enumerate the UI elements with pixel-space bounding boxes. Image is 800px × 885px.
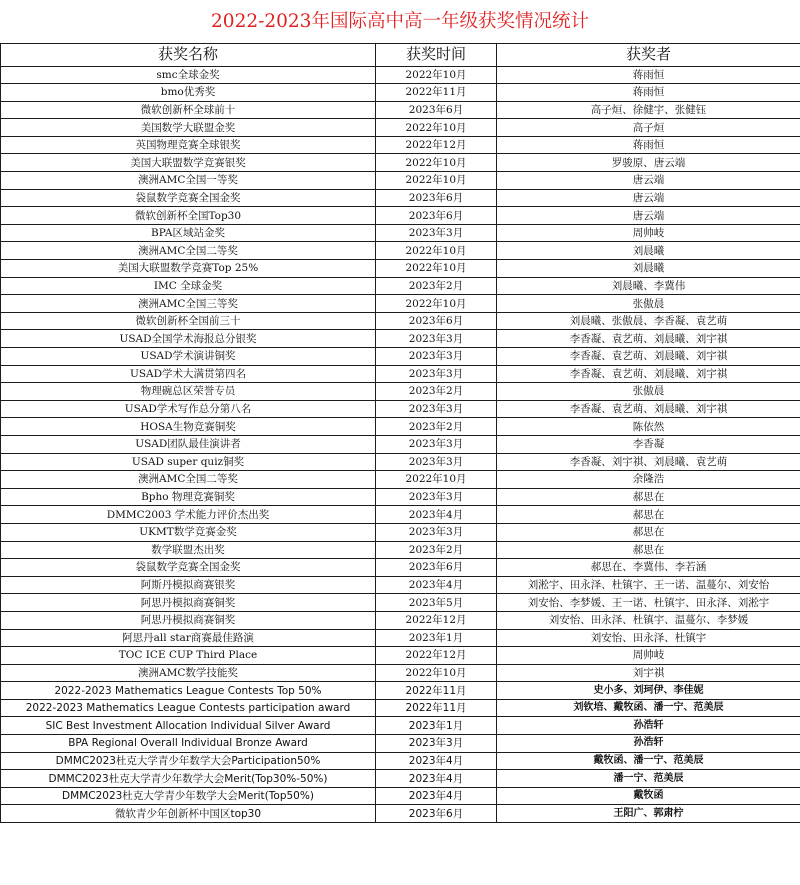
award-time-cell: 2023年6月 [376, 805, 497, 823]
table-row [1, 242, 800, 260]
award-name-cell: SIC Best Investment Allocation Individual Silver Award [1, 717, 376, 735]
table-row [1, 541, 800, 559]
award-time-cell: 2023年4月 [376, 770, 497, 788]
winner-cell: 刘安怡、田永泽、杜镇宇、温蔓尔、李梦媛 [497, 611, 800, 629]
award-name-cell: Bpho 物理竞赛铜奖 [1, 488, 376, 506]
table-row [1, 295, 800, 313]
award-time-cell: 2023年1月 [376, 629, 497, 647]
award-time-cell: 2023年3月 [376, 365, 497, 383]
award-time-cell: 2023年3月 [376, 523, 497, 541]
award-time-cell: 2023年3月 [376, 453, 497, 471]
header-time: 获奖时间 [376, 44, 497, 67]
table-row [1, 559, 800, 577]
award-time-cell: 2022年10月 [376, 119, 497, 137]
table-row [1, 435, 800, 453]
award-name-cell: 物理碗总区荣誉专员 [1, 383, 376, 401]
award-time-cell: 2023年6月 [376, 312, 497, 330]
award-name-cell: 澳洲AMC全国二等奖 [1, 471, 376, 489]
table-row [1, 348, 800, 366]
award-name-cell: 袋鼠数学竞赛全国金奖 [1, 559, 376, 577]
winner-cell: 张傲晨 [497, 383, 800, 401]
award-name-cell: USAD学术写作总分第八名 [1, 400, 376, 418]
award-name-cell: HOSA生物竞赛铜奖 [1, 418, 376, 436]
award-time-cell: 2022年12月 [376, 611, 497, 629]
winner-cell: 刘安怡、田永泽、杜镇宇 [497, 629, 800, 647]
award-time-cell: 2023年4月 [376, 506, 497, 524]
table-row [1, 119, 800, 137]
award-name-cell: 阿思丹模拟商赛铜奖 [1, 611, 376, 629]
page-title: 2022-2023年国际高中高一年级获奖情况统计 [211, 11, 589, 32]
table-row [1, 629, 800, 647]
award-time-cell: 2022年10月 [376, 242, 497, 260]
winner-cell: 郝思在 [497, 523, 800, 541]
award-time-cell: 2023年2月 [376, 277, 497, 295]
winner-cell: 周帅岐 [497, 224, 800, 242]
awards-table [0, 43, 800, 823]
award-name-cell: 2022-2023 Mathematics League Contests Top 50% [1, 682, 376, 700]
award-time-cell: 2023年4月 [376, 576, 497, 594]
award-time-cell: 2023年4月 [376, 787, 497, 805]
winner-cell: 史小多、刘珂伊、李佳妮 [497, 682, 800, 700]
award-time-cell: 2023年4月 [376, 752, 497, 770]
winner-cell: 戴牧函 [497, 787, 800, 805]
table-row [1, 207, 800, 225]
table-row [1, 611, 800, 629]
table-row [1, 752, 800, 770]
winner-cell: 刘宇祺 [497, 664, 800, 682]
table-row [1, 471, 800, 489]
header-award: 获奖名称 [1, 44, 376, 67]
table-row [1, 735, 800, 753]
winner-cell: 唐云端 [497, 207, 800, 225]
table-row [1, 84, 800, 102]
table-row [1, 576, 800, 594]
award-name-cell: smc全球金奖 [1, 66, 376, 84]
award-time-cell: 2023年3月 [376, 735, 497, 753]
award-name-cell: 数学联盟杰出奖 [1, 541, 376, 559]
table-row [1, 488, 800, 506]
award-time-cell: 2023年3月 [376, 330, 497, 348]
award-name-cell: USAD super quiz铜奖 [1, 453, 376, 471]
award-name-cell: 美国数学大联盟金奖 [1, 119, 376, 137]
winner-cell: 戴牧函、潘一宁、范美辰 [497, 752, 800, 770]
table-row [1, 805, 800, 823]
award-name-cell: DMMC2023杜克大学青少年数学大会Merit(Top30%-50%) [1, 770, 376, 788]
winner-cell: 张傲晨 [497, 295, 800, 313]
award-time-cell: 2022年10月 [376, 471, 497, 489]
award-name-cell: BPA Regional Overall Individual Bronze Award [1, 735, 376, 753]
table-row [1, 506, 800, 524]
award-name-cell: USAD全国学术海报总分银奖 [1, 330, 376, 348]
winner-cell: 郝思在、李冀伟、李若涵 [497, 559, 800, 577]
table-row [1, 400, 800, 418]
winner-cell: 李香凝、袁艺萌、刘晨曦、刘宇祺 [497, 400, 800, 418]
winner-cell: 蒋雨恒 [497, 136, 800, 154]
winner-cell: 王阳广、郭肃柠 [497, 805, 800, 823]
award-time-cell: 2022年11月 [376, 699, 497, 717]
award-name-cell: DMMC2023杜克大学青少年数学大会Merit(Top50%) [1, 787, 376, 805]
winner-cell: 罗骏原、唐云端 [497, 154, 800, 172]
award-name-cell: USAD团队最佳演讲者 [1, 435, 376, 453]
table-row [1, 277, 800, 295]
winner-cell: 刘晨曦、李冀伟 [497, 277, 800, 295]
winner-cell: 李香凝 [497, 435, 800, 453]
winner-cell: 刘晨曦 [497, 260, 800, 278]
winner-cell: 陈依然 [497, 418, 800, 436]
winner-cell: 潘一宁、范美辰 [497, 770, 800, 788]
award-name-cell: 英国物理竞赛全球银奖 [1, 136, 376, 154]
award-name-cell: BPA区域站金奖 [1, 224, 376, 242]
award-name-cell: UKMT数学竞赛金奖 [1, 523, 376, 541]
winner-cell: 蒋雨恒 [497, 84, 800, 102]
header-row [1, 44, 800, 67]
winner-cell: 刘晨曦、张傲晨、李香凝、袁艺萌 [497, 312, 800, 330]
winner-cell: 李香凝、刘宇祺、刘晨曦、袁艺萌 [497, 453, 800, 471]
table-row [1, 101, 800, 119]
table-row [1, 418, 800, 436]
table-row [1, 365, 800, 383]
winner-cell: 李香凝、袁艺萌、刘晨曦、刘宇祺 [497, 330, 800, 348]
table-row [1, 66, 800, 84]
header-winner: 获奖者 [497, 44, 800, 67]
winner-cell: 周帅岐 [497, 647, 800, 665]
winner-cell: 唐云端 [497, 189, 800, 207]
winner-cell: 刘淞宇、田永泽、杜镇宇、王一诺、温蔓尔、刘安怡 [497, 576, 800, 594]
award-name-cell: DMMC2003 学术能力评价杰出奖 [1, 506, 376, 524]
table-row [1, 682, 800, 700]
award-name-cell: 微软创新杯全国前三十 [1, 312, 376, 330]
award-name-cell: USAD学术大满贯第四名 [1, 365, 376, 383]
award-name-cell: 美国大联盟数学竞赛Top 25% [1, 260, 376, 278]
table-row [1, 383, 800, 401]
winner-cell: 唐云端 [497, 172, 800, 190]
award-time-cell: 2023年2月 [376, 383, 497, 401]
award-name-cell: 澳洲AMC数学技能奖 [1, 664, 376, 682]
table-row [1, 172, 800, 190]
award-time-cell: 2023年2月 [376, 541, 497, 559]
award-name-cell: 阿斯丹模拟商赛银奖 [1, 576, 376, 594]
winner-cell: 高子烜 [497, 119, 800, 137]
award-time-cell: 2023年6月 [376, 101, 497, 119]
winner-cell: 李香凝、袁艺萌、刘晨曦、刘宇祺 [497, 348, 800, 366]
award-name-cell: 微软青少年创新杯中国区top30 [1, 805, 376, 823]
award-name-cell: 微软创新杯全国Top30 [1, 207, 376, 225]
table-row [1, 260, 800, 278]
award-name-cell: 澳洲AMC全国一等奖 [1, 172, 376, 190]
award-name-cell: IMC 全球金奖 [1, 277, 376, 295]
award-time-cell: 2023年3月 [376, 224, 497, 242]
award-time-cell: 2023年6月 [376, 559, 497, 577]
winner-cell: 刘晨曦 [497, 242, 800, 260]
table-row [1, 136, 800, 154]
table-row [1, 453, 800, 471]
award-time-cell: 2023年5月 [376, 594, 497, 612]
table-row [1, 189, 800, 207]
winner-cell: 蒋雨恒 [497, 66, 800, 84]
winner-cell: 郝思在 [497, 506, 800, 524]
award-name-cell: 阿思丹all star商赛最佳路演 [1, 629, 376, 647]
award-name-cell: 2022-2023 Mathematics League Contests participation award [1, 699, 376, 717]
award-name-cell: USAD学术演讲铜奖 [1, 348, 376, 366]
table-row [1, 787, 800, 805]
award-name-cell: 澳洲AMC全国三等奖 [1, 295, 376, 313]
award-time-cell: 2022年10月 [376, 295, 497, 313]
table-row [1, 647, 800, 665]
table-row [1, 330, 800, 348]
winner-cell: 刘钦培、戴牧函、潘一宁、范美辰 [497, 699, 800, 717]
table-row [1, 312, 800, 330]
award-time-cell: 2022年11月 [376, 682, 497, 700]
award-time-cell: 2023年3月 [376, 488, 497, 506]
award-time-cell: 2022年10月 [376, 260, 497, 278]
award-name-cell: TOC ICE CUP Third Place [1, 647, 376, 665]
table-row [1, 770, 800, 788]
table-row [1, 224, 800, 242]
award-time-cell: 2023年6月 [376, 189, 497, 207]
award-time-cell: 2022年12月 [376, 647, 497, 665]
award-name-cell: 微软创新杯全球前十 [1, 101, 376, 119]
award-name-cell: DMMC2023杜克大学青少年数学大会Participation50% [1, 752, 376, 770]
award-name-cell: 阿思丹模拟商赛铜奖 [1, 594, 376, 612]
award-time-cell: 2022年10月 [376, 154, 497, 172]
table-row [1, 717, 800, 735]
award-time-cell: 2022年10月 [376, 664, 497, 682]
award-name-cell: 美国大联盟数学竞赛银奖 [1, 154, 376, 172]
award-name-cell: 袋鼠数学竞赛全国金奖 [1, 189, 376, 207]
winner-cell: 李香凝、袁艺萌、刘晨曦、刘宇祺 [497, 365, 800, 383]
award-time-cell: 2022年10月 [376, 172, 497, 190]
winner-cell: 刘安怡、李梦媛、王一诺、杜镇宇、田永泽、刘淞宇 [497, 594, 800, 612]
award-name-cell: 澳洲AMC全国二等奖 [1, 242, 376, 260]
table-row [1, 699, 800, 717]
winner-cell: 孙浩轩 [497, 735, 800, 753]
winner-cell: 高子烜、徐健宇、张健钰 [497, 101, 800, 119]
award-time-cell: 2022年10月 [376, 66, 497, 84]
awards-body [1, 66, 800, 823]
award-time-cell: 2022年12月 [376, 136, 497, 154]
winner-cell: 郝思在 [497, 488, 800, 506]
table-row [1, 523, 800, 541]
table-row [1, 594, 800, 612]
winner-cell: 郝思在 [497, 541, 800, 559]
award-time-cell: 2023年3月 [376, 348, 497, 366]
award-time-cell: 2023年1月 [376, 717, 497, 735]
winner-cell: 孙浩轩 [497, 717, 800, 735]
table-row [1, 154, 800, 172]
award-time-cell: 2023年6月 [376, 207, 497, 225]
table-row [1, 664, 800, 682]
award-time-cell: 2023年2月 [376, 418, 497, 436]
award-name-cell: bmo优秀奖 [1, 84, 376, 102]
award-time-cell: 2023年3月 [376, 400, 497, 418]
award-time-cell: 2023年3月 [376, 435, 497, 453]
award-time-cell: 2022年11月 [376, 84, 497, 102]
winner-cell: 余隆浩 [497, 471, 800, 489]
